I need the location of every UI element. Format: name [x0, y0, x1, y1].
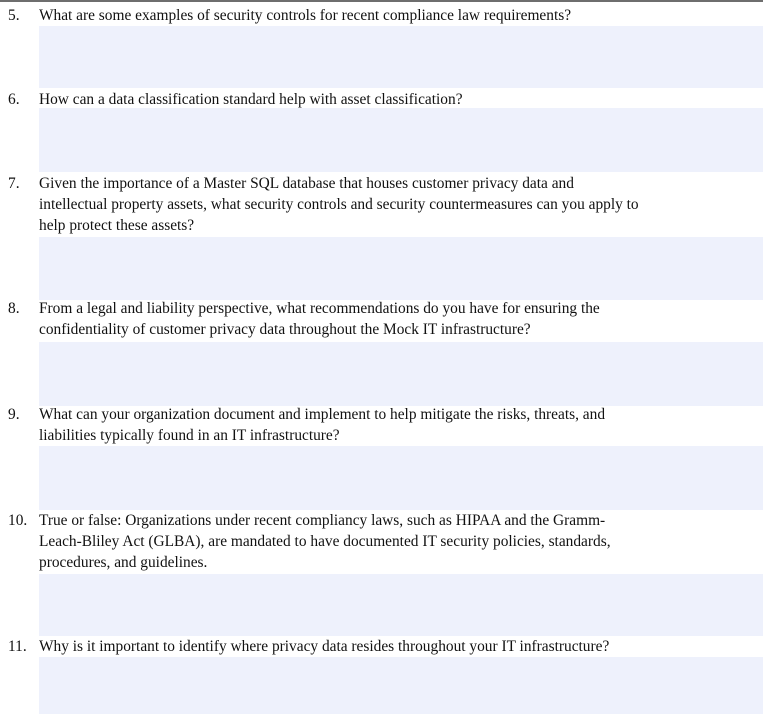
question-number: 5.: [8, 7, 20, 24]
question-text: Why is it important to identify where privacy data resides throughout your IT infrastructure?: [39, 638, 610, 655]
answer-field-6[interactable]: [39, 108, 763, 172]
question-text: What are some examples of security controls for recent compliance law requirements?: [39, 7, 572, 24]
question-text: What can your organization document and implement to help mitigate the risks, threats, and liabilities typically found in an IT infrastructure?: [39, 406, 606, 444]
answer-field-11[interactable]: [39, 657, 763, 714]
question-text: How can a data classification standard help with asset classification?: [39, 91, 463, 108]
answer-field-9[interactable]: [39, 446, 763, 510]
question-8: [0, 298, 763, 340]
question-10: [0, 510, 763, 573]
top-rule: [0, 0, 763, 2]
question-7: [0, 173, 763, 236]
question-number: 10.: [8, 512, 28, 529]
question-text: Given the importance of a Master SQL database that houses customer privacy data and intellectual property assets, what security controls and security countermeasures can you apply to help protect these assets?: [39, 175, 639, 234]
question-text: From a legal and liability perspective, what recommendations do you have for ensuring the confidentiality of customer privacy data throughout the Mock IT infrastructure?: [39, 300, 600, 338]
answer-field-7[interactable]: [39, 237, 763, 300]
question-9: [0, 404, 763, 446]
answer-field-5[interactable]: [39, 26, 763, 88]
answer-field-8[interactable]: [39, 342, 763, 406]
question-text: True or false: Organizations under recent compliancy laws, such as HIPAA and the Gramm- Leach-Bliley Act (GLBA), are mandated to have documented IT security policies, standards, procedures, and guidelines.: [39, 512, 611, 571]
question-number: 7.: [8, 175, 20, 192]
question-number: 6.: [8, 91, 20, 108]
question-5: [0, 5, 763, 26]
question-6: [0, 89, 763, 110]
question-number: 9.: [8, 406, 20, 423]
answer-field-10[interactable]: [39, 574, 763, 636]
question-number: 8.: [8, 300, 20, 317]
question-number: 11.: [8, 638, 27, 655]
question-11: [0, 636, 763, 657]
